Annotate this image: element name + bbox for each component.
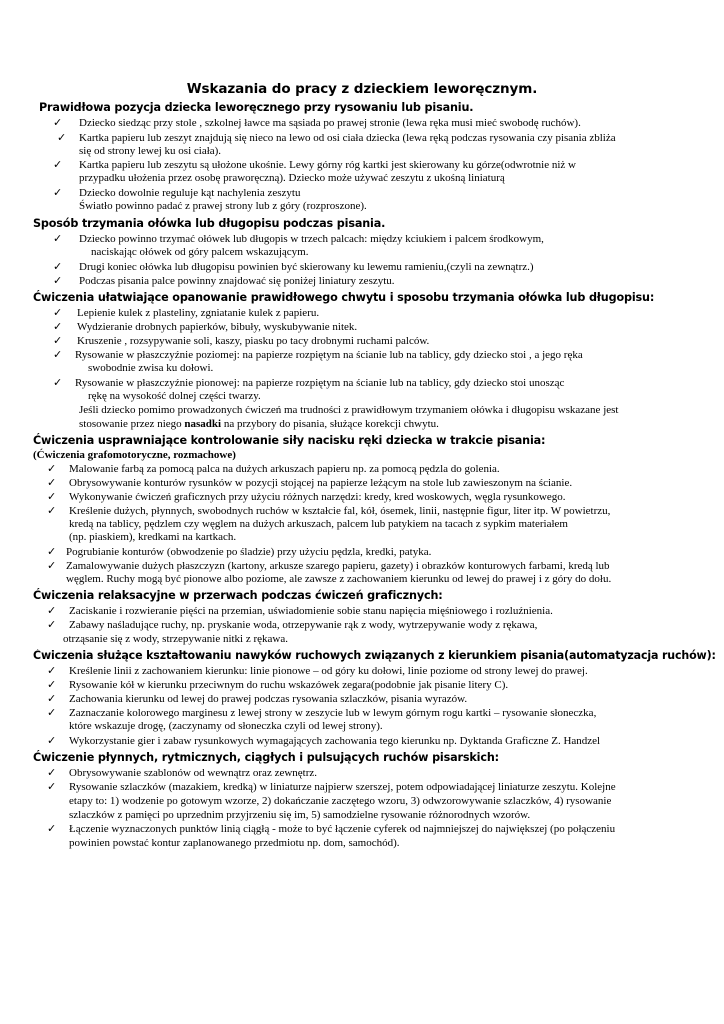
check-mark-icon: ✓ — [47, 780, 57, 793]
check-mark-icon: ✓ — [47, 618, 57, 631]
section-heading-grip: Sposób trzymania ołówka lub długopisu podczas pisania. — [33, 217, 386, 230]
check-mark-icon: ✓ — [53, 232, 63, 245]
check-mark-icon: ✓ — [47, 476, 57, 489]
text-line: kredą na tablicy, pędzlem czy węglem na dużych arkuszach, palcem lub patykiem na tacach z sypkim materiałem — [69, 518, 568, 530]
text-line: Pogrubianie konturów (obwodzenie po śladzie) przy użyciu pędzla, kredki, patyka. — [66, 546, 432, 558]
text-line: Lepienie kulek z plasteliny, zgniatanie kulek z papieru. — [77, 307, 320, 319]
text-line: Zaciskanie i rozwieranie pięści na przemian, uświadomienie sobie stanu napięcia mięśniowego i rozluźnienia. — [69, 605, 553, 617]
check-mark-icon: ✓ — [53, 186, 63, 199]
check-mark-icon: ✓ — [53, 274, 63, 287]
check-mark-icon: ✓ — [47, 678, 57, 691]
text-line: Kruszenie , rozsypywanie soli, kaszy, piasku po tacy drobnymi ruchami palców. — [77, 335, 430, 347]
text-line: powinien powstać kontur zaplanowanego przedmiotu np. dom, samochód). — [69, 837, 400, 849]
subheading: (Ćwiczenia grafomotoryczne, rozmachowe) — [33, 449, 236, 461]
section-heading-direction: Ćwiczenia służące kształtowaniu nawyków ruchowych związanych z kierunkiem pisania(automatyzacja ruchów): — [33, 649, 716, 662]
text-line: Rysowanie w płaszczyźnie poziomej: na papierze rozpiętym na ścianie lub na tablicy, gdy dziecko stoi , a jego ręka — [75, 349, 583, 361]
section-heading-relaxation: Ćwiczenia relaksacyjne w przerwach podczas ćwiczeń graficznych: — [33, 589, 443, 602]
check-mark-icon: ✓ — [47, 734, 57, 747]
check-mark-icon: ✓ — [53, 306, 63, 319]
text-line: Łączenie wyznaczonych punktów linią ciągłą - może to być łączenie cyferek od najmniejszej do największej (po połączeniu — [69, 823, 616, 835]
text-line: Obrysowywanie konturów rysunków w pozycji stojącej na papierze leżącym na stole lub zawieszonym na ścianie. — [69, 477, 573, 489]
check-mark-icon: ✓ — [47, 559, 57, 572]
check-mark-icon: ✓ — [53, 334, 63, 347]
text-line: Drugi koniec ołówka lub długopisu powinien być skierowany ku lewemu ramieniu,(czyli na zewnątrz.) — [79, 261, 534, 273]
check-mark-icon: ✓ — [47, 692, 57, 705]
text-line: Wykorzystanie gier i zabaw rysunkowych wymagających zachowania tego kierunku np. Dyktanda Graficzne Z. Handzel — [69, 735, 601, 747]
text-line: Zachowania kierunku od lewej do prawej podczas rysowania szlaczków, pisania wyrazów. — [69, 693, 468, 705]
check-mark-icon: ✓ — [53, 260, 63, 273]
text-line: Wykonywanie ćwiczeń graficznych przy użyciu różnych narzędzi: kredy, kred woskowych, węgla rysunkowego. — [69, 491, 566, 503]
text-line: rękę na wysokość dolnej części twarzy. — [88, 390, 261, 402]
section-heading-fluency: Ćwiczenie płynnych, rytmicznych, ciągłych i pulsujących ruchów pisarskich: — [33, 751, 499, 764]
text-line: (np. piaskiem), kredkami na kartkach. — [69, 531, 237, 543]
text-line: Rysowanie w płaszczyźnie pionowej: na papierze rozpiętym na ścianie lub na tablicy, gdy dziecko stoi unosząc — [75, 377, 565, 389]
check-mark-icon: ✓ — [53, 348, 63, 361]
text-line: Kreślenie dużych, płynnych, swobodnych ruchów w kształcie fal, kół, ósemek, linii, następnie figur, liter itp. W powietrzu, — [69, 505, 611, 517]
text-line: Podczas pisania palce powinny znajdować się poniżej liniatury zeszytu. — [79, 275, 395, 287]
text-line: Kartka papieru lub zeszytu są ułożone ukośnie. Lewy górny róg kartki jest skierowany ku górze(odwrotnie niż w — [79, 159, 576, 171]
text-line: otrząsanie się z wody, strzepywanie nitki z rękawa. — [63, 633, 289, 645]
check-mark-icon: ✓ — [47, 664, 57, 677]
text-line: Zamalowywanie dużych płaszczyzn (kartony, arkusze szarego papieru, gazety) i obrazków konturowych farbami, kredą lub — [66, 560, 610, 572]
text-line: które wskazuje drogę, (zaczynamy od słoneczka czyli od lewej strony). — [69, 720, 383, 732]
section-heading-posture: Prawidłowa pozycja dziecka leworęcznego przy rysowaniu lub pisaniu. — [39, 101, 474, 114]
check-mark-icon: ✓ — [53, 158, 63, 171]
check-mark-icon: ✓ — [57, 131, 67, 144]
text-line: Wydzieranie drobnych papierków, bibuły, wyskubywanie nitek. — [77, 321, 358, 333]
text-line: Jeśli dziecko pomimo prowadzonych ćwiczeń ma trudności z prawidłowym trzymaniem ołówka i długopisu wskazane jest — [79, 404, 619, 416]
check-mark-icon: ✓ — [47, 462, 57, 475]
check-mark-icon: ✓ — [47, 490, 57, 503]
text-line: Kreślenie linii z zachowaniem kierunku: linie pionowe – od góry ku dołowi, linie poziome od strony lewej do prawej. — [69, 665, 588, 677]
text-line: Rysowanie szlaczków (mazakiem, kredką) w liniaturze najpierw szerszej, potem odpowiadającej liniaturze zeszytu. Kolejne — [69, 781, 616, 793]
text-line: Kartka papieru lub zeszyt znajdują się nieco na lewo od osi ciała dziecka (lewa ręką podczas rysowania czy pisania zbliża — [79, 132, 616, 144]
check-mark-icon: ✓ — [47, 766, 57, 779]
text-line: swobodnie zwisa ku dołowi. — [88, 362, 214, 374]
check-mark-icon: ✓ — [47, 604, 57, 617]
text-line: przypadku ułożenia przez osobę praworęczną). Dziecko może używać zeszytu z ukośną liniaturą — [79, 172, 505, 184]
text-line: etapy to: 1) wodzenie po gotowym wzorze, 2) dokańczanie zaczętego wzoru, 3) odwzorowywanie szlaczków, 4) rysowanie — [69, 795, 612, 807]
check-mark-icon: ✓ — [47, 545, 57, 558]
text-line: Światło powinno padać z prawej strony lub z góry (rozproszone). — [79, 200, 367, 212]
text-line: Zaznaczanie kolorowego marginesu z lewej strony w zeszycie lub w lewym górnym rogu kartki – rysowanie słoneczka, — [69, 707, 597, 719]
check-mark-icon: ✓ — [53, 116, 63, 129]
text-line: Obrysowywanie szablonów od wewnątrz oraz zewnętrz. — [69, 767, 318, 779]
text-line: Dziecko dowolnie reguluje kąt nachylenia zeszytu — [79, 187, 301, 199]
text-line: węglem. Ruchy mogą być pionowe albo poziome, ale zawsze z zachowaniem kierunku od lewej do prawej i z góry do dołu. — [66, 573, 612, 585]
section-heading-grip-exercises: Ćwiczenia ułatwiające opanowanie prawidłowego chwytu i sposobu trzymania ołówka lub długopisu: — [33, 291, 655, 304]
text-line: naciskając ołówek od góry palcem wskazującym. — [91, 246, 309, 258]
text-line: stosowanie przez niego nasadki na przybory do pisania, służące korekcji chwytu. — [79, 418, 439, 430]
check-mark-icon: ✓ — [47, 706, 57, 719]
text-line: Zabawy naśladujące ruchy, np. pryskanie woda, otrzepywanie rąk z wody, wytrzepywanie wody z rękawa, — [69, 619, 538, 631]
text-line: Rysowanie kół w kierunku przeciwnym do ruchu wskazówek zegara(podobnie jak pisanie litery C). — [69, 679, 509, 691]
text-line: szlaczków z pamięci po uprzednim przyjrzeniu się im, 5) samodzielne rysowanie różnorodnych wzorów. — [69, 809, 531, 821]
page-title: Wskazania do pracy z dzieckiem leworęcznym. — [186, 81, 538, 97]
check-mark-icon: ✓ — [47, 504, 57, 517]
check-mark-icon: ✓ — [53, 376, 63, 389]
section-heading-pressure: Ćwiczenia usprawniające kontrolowanie siły nacisku ręki dziecka w trakcie pisania: — [33, 434, 546, 447]
text-line: Dziecko siedząc przy stole , szkolnej ławce ma sąsiada po prawej stronie (lewa ręka musi mieć swobodę ruchów). — [79, 117, 581, 129]
text-line: Malowanie farbą za pomocą palca na dużych arkuszach papieru np. za pomocą pędzla do golenia. — [69, 463, 500, 475]
text-line: się od strony lewej ku osi ciała). — [79, 145, 222, 157]
check-mark-icon: ✓ — [53, 320, 63, 333]
check-mark-icon: ✓ — [47, 822, 57, 835]
text-line: Dziecko powinno trzymać ołówek lub długopis w trzech palcach: między kciukiem i palcem środkowym, — [79, 233, 544, 245]
